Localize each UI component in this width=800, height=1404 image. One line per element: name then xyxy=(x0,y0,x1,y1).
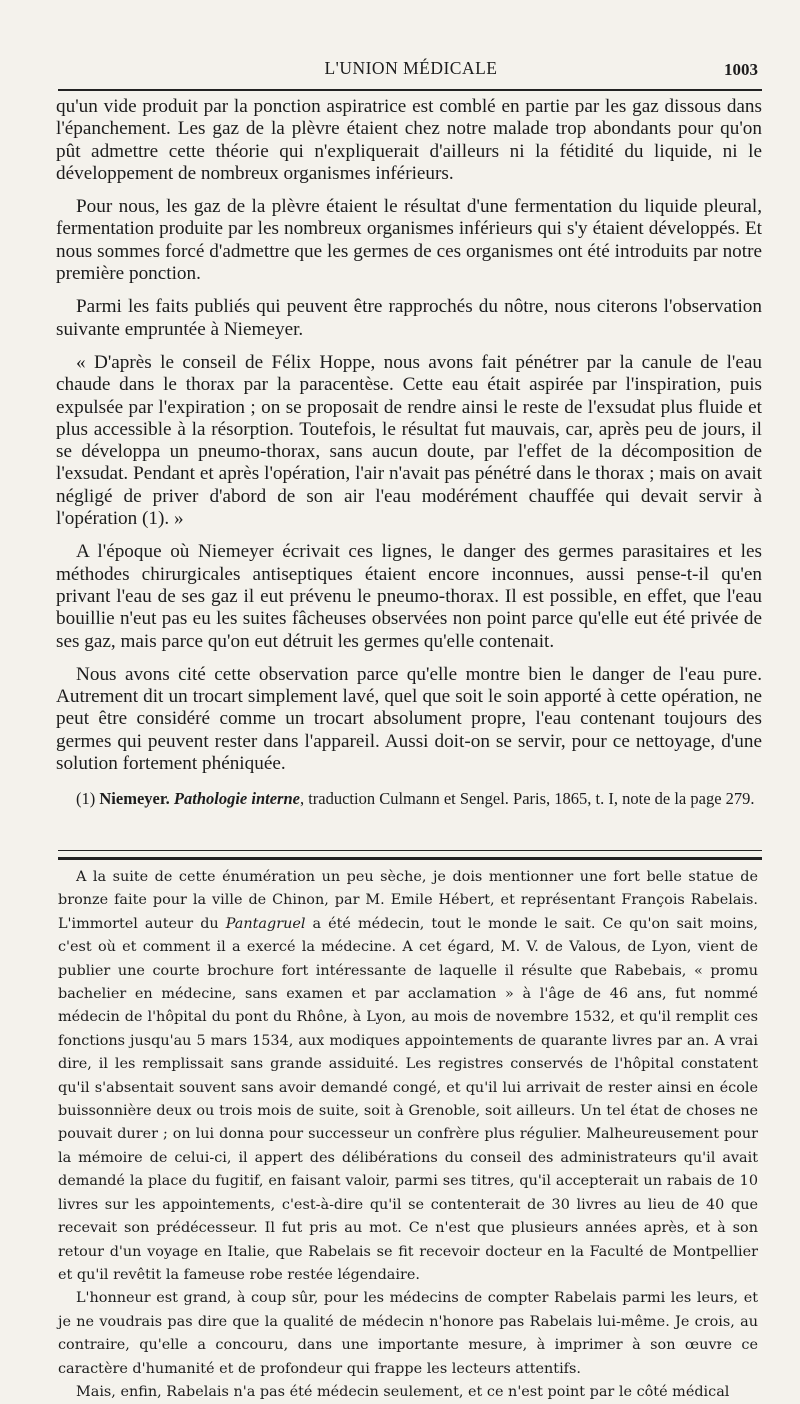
paragraph: Nous avons cité cette observation parce qu'elle montre bien le danger de l'eau pure. Autrement dit un trocart simplement lavé, quel que soit le soin apporté à cette opération, ne peut être considéré comme un trocart absolument propre, l'eau contenant toujours des germes qui peuvent rester dans l'appareil. Aussi doit-on se servir, pour ce nettoyage, d'une solution fortement phéniquée. xyxy=(56,663,762,775)
feuilleton-paragraph: L'honneur est grand, à coup sûr, pour les médecins de compter Rabelais parmi les leurs, et je ne voudrais pas dire que la qualité de médecin n'honore pas Rabelais lui-même. Je crois, au contraire, qu'elle a concouru, dans une importante mesure, à imprimer à son œuvre ce caractère d'humanité et de profondeur qui frappe les lecteurs attentifs. xyxy=(58,1290,758,1377)
footnote-rest: , traduction Culmann et Sengel. Paris, 1865, t. I, note de la page 279. xyxy=(299,789,755,809)
running-title: L'UNION MÉDICALE xyxy=(324,58,498,78)
footnote-title: Pathologie interne xyxy=(173,789,300,809)
paragraph: A l'époque où Niemeyer écrivait ces lignes, le danger des germes parasitaires et les méthodes chirurgicales antiseptiques étaient encore inconnues, aussi pense-t-il qu'en privant l'eau de ses gaz il eut prévenu le pneumo-thorax. Il est possible, en effet, que l'eau bouillie n'eut pas eu les suites fâcheuses observées non point parce qu'elle eut été privée de ses gaz, mais parce qu'on eut détruit les germes qu'elle contenait. xyxy=(56,541,762,652)
book-title: Pantagruel xyxy=(225,915,306,932)
footnote-marker: (1) xyxy=(76,789,96,809)
paragraph: qu'un vide produit par la ponction aspiratrice est comblé en partie par les gaz dissous dans l'épanchement. Les gaz de la plèvre étaient chez notre malade trop abondants pour qu'on pût admettre cette théorie qui n'expliquerait d'ailleurs ni la fétidité du liquide, ni le développement de nombreux organismes inférieurs. xyxy=(56,96,762,184)
feuilleton-text: A la suite de cette énumération un peu sèche, je dois mentionner une fort belle statue de bronze faite pour la ville de Chinon, par M. Emile Hébert, et représentant François Rabelais. L'immortel auteur du xyxy=(58,869,758,932)
feuilleton-paragraph: Mais, enfin, Rabelais n'a pas été médecin seulement, et ce n'est point par le côté médical xyxy=(76,1383,730,1400)
feuilleton-text: a été médecin, tout le monde le sait. Ce qu'on sait moins, c'est où et comment il a exercé la médecine. A cet égard, M. V. de Valous, de Lyon, vient de publier une courte brochure fort intéressante de laquelle il résulte que Rabebais, « promu bachelier en médecine, sans examen et par acclamation » à l'âge de 46 ans, fut nommé médecin de l'hôpital du pont du Rhône, à Lyon, au mois de novembre 1532, et qu'il remplit ces fonctions jusqu'au 5 mars 1534, aux modiques appointements de quarante livres par an. A vrai dire, il les remplissait sans grande assiduité. Les registres conservés de l'hôpital constatent qu'il s'absentait souvent sans avoir demandé congé, et qu'il lui arrivait de rester ainsi en école buissonnière deux ou trois mois de suite, soit à Grenoble, soit ailleurs. Un tel état de choses ne pouvait durer ; on lui donna pour successeur un confrère plus régulier. Malheureusement pour la mémoire de celui-ci, il appert des délibérations du conseil des administrateurs qu'il avait demandé la place du fugitif, en faisant valoir, parmi ses titres, qu'il accepterait un rabais de 10 livres sur les appointements, c'est-à-dire qu'il se contenterait de 30 livres au lieu de 40 que recevait son prédécesseur. Il fut pris au mot. Ce n'est que plusieurs années après, et à son retour d'un voyage en Italie, que Rabelais se fit recevoir docteur en la Faculté de Montpellier et qu'il revêtit la fameuse robe restée légendaire. xyxy=(58,915,758,1283)
paragraph: Parmi les faits publiés qui peuvent être rapprochés du nôtre, nous citerons l'observation suivante empruntée à Niemeyer. xyxy=(56,296,762,340)
feuilleton-section xyxy=(58,866,758,1404)
paragraph: Pour nous, les gaz de la plèvre étaient le résultat d'une fermentation du liquide pleural, fermentation produite par les nombreux organismes inférieurs qui s'y étaient développés. Et nous sommes forcé d'admettre que les germes de ces organismes ont été introduits par notre première ponction. xyxy=(56,196,762,285)
page-header xyxy=(58,52,764,86)
footnote-author: Niemeyer. xyxy=(99,789,170,809)
footnote xyxy=(56,789,762,809)
header-rule xyxy=(58,89,762,91)
feuilleton-paragraph xyxy=(58,866,758,1287)
feuilleton-separator xyxy=(58,850,762,860)
page-number: 1003 xyxy=(724,60,758,79)
quotation-paragraph: « D'après le conseil de Félix Hoppe, nous avons fait pénétrer par la canule de l'eau chaude dans le thorax par la paracentèse. Cette eau était aspirée par l'inspiration, puis expulsée par l'expiration ; on se proposait de rendre ainsi le reste de l'exsudat plus fluide et plus accessible à la résorption. Toutefois, le résultat fut mauvais, car, après peu de jours, il se développa un pneumo-thorax, sans aucun doute, par l'effet de la décomposition de l'exsudat. Pendant et après l'opération, l'air n'avait pas pénétré dans le thorax ; mais on avait négligé de priver d'abord de son air l'eau modérément chauffée qui devait servir à l'opération (1). » xyxy=(56,351,762,530)
main-text xyxy=(56,96,762,820)
